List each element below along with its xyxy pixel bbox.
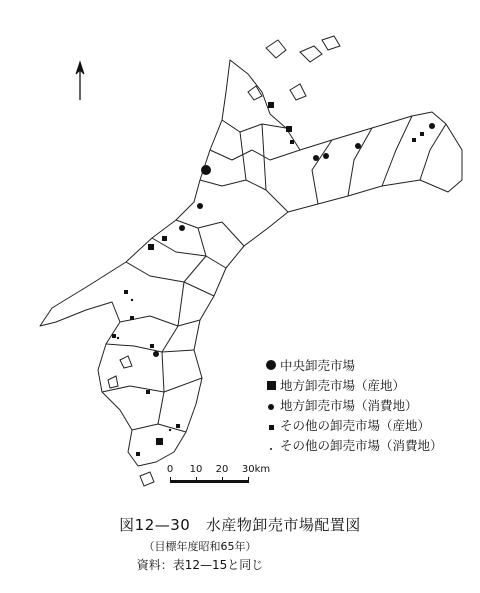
other-market-production-marker xyxy=(130,316,134,320)
legend-label: その他の卸売市場（消費地） xyxy=(280,438,443,453)
big-circle-icon xyxy=(266,360,276,370)
scale-tick-label: 30km xyxy=(241,464,271,475)
scale-bar xyxy=(160,464,280,494)
figure-subtitle: （目標年度昭和65年） xyxy=(143,540,257,553)
legend-item-other-production xyxy=(262,416,443,436)
regional-market-production-marker xyxy=(268,102,274,108)
legend-item-regional-production xyxy=(262,376,443,396)
scale-tick xyxy=(196,477,197,483)
figure-source: 資料：表12—15と同じ xyxy=(136,558,264,572)
other-market-production-marker xyxy=(290,140,294,144)
regional-market-consumption-marker xyxy=(179,225,185,231)
legend-label: その他の卸売市場（産地） xyxy=(280,418,431,433)
other-market-production-marker xyxy=(420,132,424,136)
legend-label: 中央卸売市場 xyxy=(280,358,356,373)
scale-tick-label: 10 xyxy=(189,464,203,475)
other-market-production-marker xyxy=(136,452,140,456)
central-market-marker xyxy=(201,165,211,175)
small-square-icon xyxy=(269,425,274,430)
legend xyxy=(262,356,443,456)
regional-market-consumption-marker xyxy=(313,155,319,161)
legend-label: 地方卸売市場（産地） xyxy=(280,378,406,393)
other-market-consumption-marker xyxy=(117,337,119,339)
scale-tick xyxy=(170,477,171,483)
figure-title: 図12—30 水産物卸売市場配置図 xyxy=(119,516,361,534)
other-market-consumption-marker xyxy=(169,429,171,431)
legend-label: 地方卸売市場（消費地） xyxy=(280,398,418,413)
scale-line xyxy=(170,480,248,483)
other-market-production-marker xyxy=(112,334,116,338)
scale-tick xyxy=(248,477,249,483)
scale-tick-label: 20 xyxy=(215,464,229,475)
scale-tick-label: 0 xyxy=(166,464,174,475)
legend-item-regional-consumption xyxy=(262,396,443,416)
scale-tick xyxy=(222,477,223,483)
other-market-consumption-marker xyxy=(131,299,133,301)
regional-market-production-marker xyxy=(162,236,167,241)
dot-icon xyxy=(270,448,272,450)
other-market-production-marker xyxy=(146,390,150,394)
legend-item-other-consumption xyxy=(262,436,443,456)
big-square-icon xyxy=(267,381,276,390)
legend-item-central-market xyxy=(262,356,443,376)
regional-market-production-marker xyxy=(156,438,163,445)
other-market-production-marker xyxy=(176,424,180,428)
other-market-production-marker xyxy=(150,344,154,348)
regional-market-production-marker xyxy=(148,244,154,250)
regional-market-consumption-marker xyxy=(197,203,203,209)
regional-market-production-marker xyxy=(286,126,292,132)
regional-market-consumption-marker xyxy=(355,143,361,149)
other-market-production-marker xyxy=(412,138,416,142)
north-arrow-icon xyxy=(76,62,84,100)
regional-market-consumption-marker xyxy=(429,123,435,129)
regional-market-consumption-marker xyxy=(153,351,159,357)
other-market-production-marker xyxy=(124,290,128,294)
small-circle-icon xyxy=(268,404,274,410)
regional-market-consumption-marker xyxy=(323,153,329,159)
